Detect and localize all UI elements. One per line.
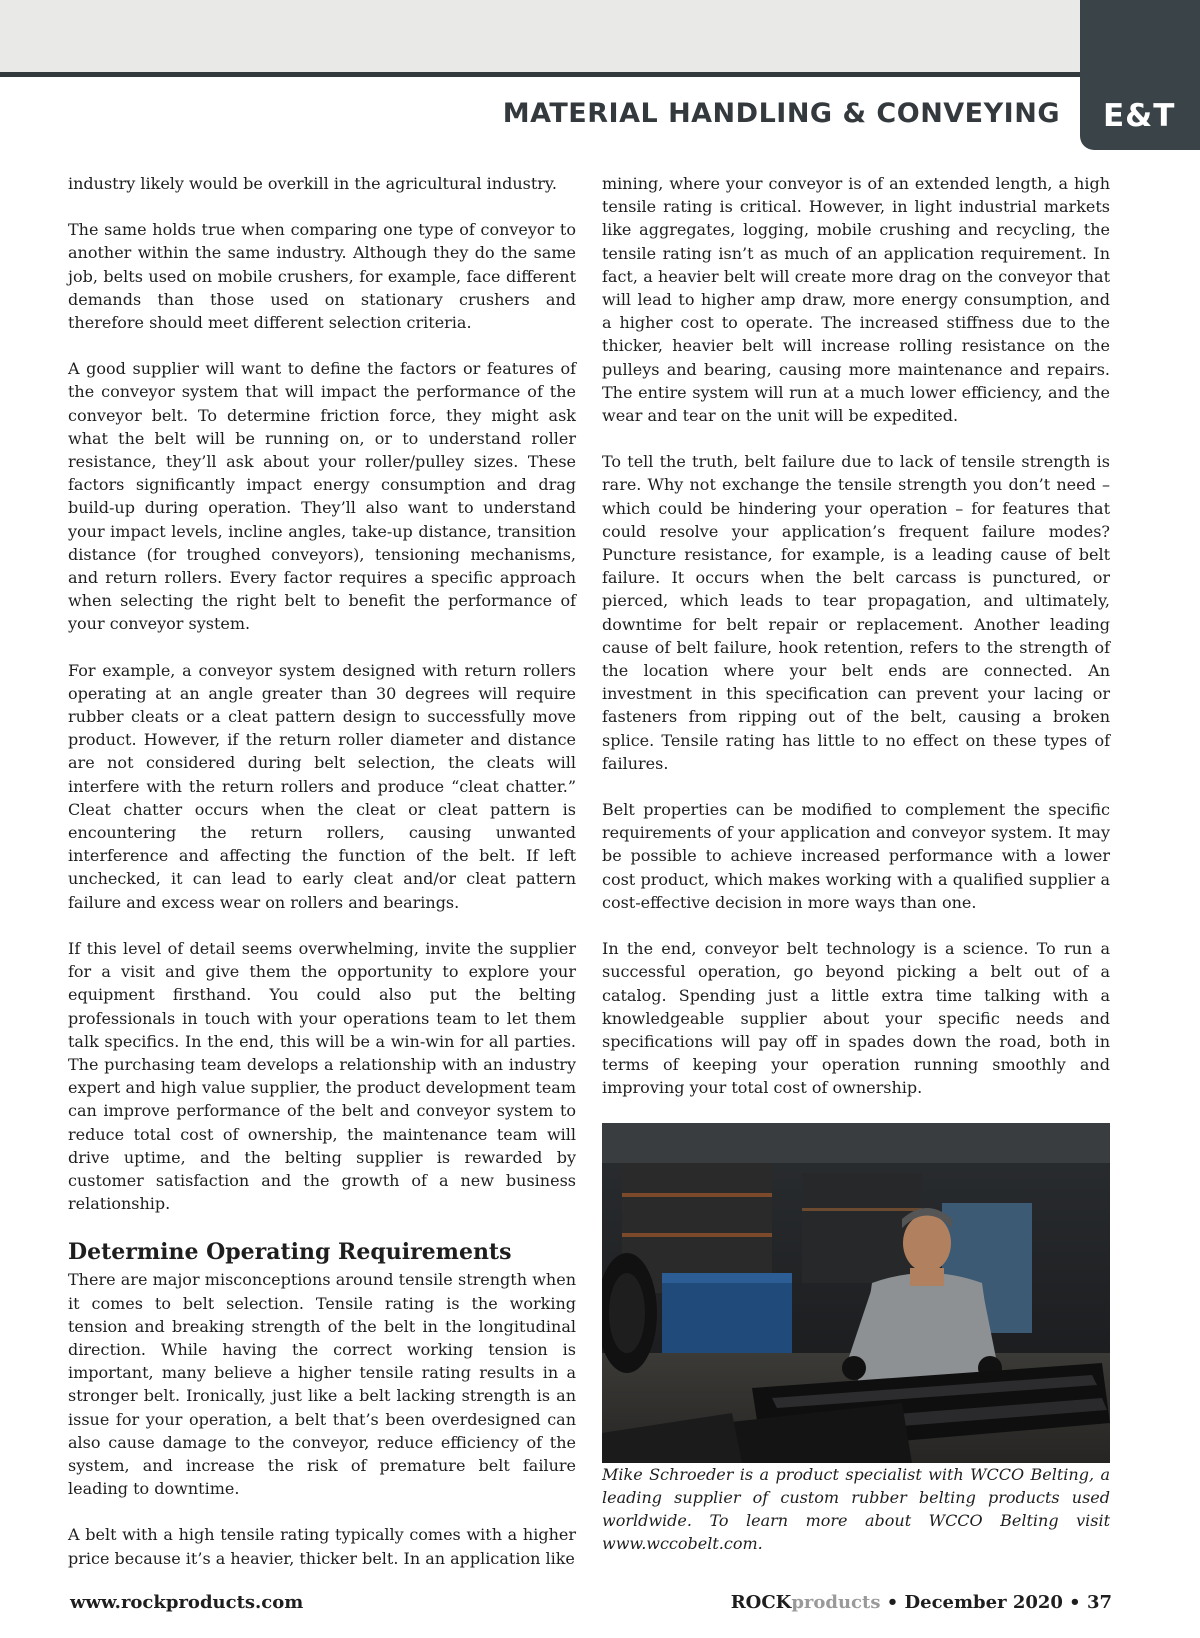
footer-website[interactable]: www.rockproducts.com bbox=[70, 1592, 304, 1613]
article-column-right bbox=[602, 172, 1110, 1578]
paragraph: There are major misconceptions around tensile strength when it comes to belt selection. Tensile rating is the working tension and breaking strength of the belt in the longitudinal direction. While having the correct working tension is important, many believe a higher tensile rating results in a stronger belt. Ironically, just like a belt lacking strength is an issue for your operation, a belt that’s been overdesigned can also cause damage to the conveyor, reduce efficiency of the system, and increase the risk of premature belt failure leading to downtime. bbox=[68, 1270, 576, 1499]
issue-and-page: • December 2020 • 37 bbox=[880, 1592, 1112, 1613]
paragraph: If this level of detail seems overwhelming, invite the supplier for a visit and give them the opportunity to explore your equipment firsthand. You could also put the belting professionals in touch with your operations team to let them talk specifics. In the end, this will be a win-win for all parties. The purchasing team develops a relationship with an industry expert and high value supplier, the product development team can improve performance of the belt and conveyor system to reduce total cost of ownership, the maintenance team will drive uptime, and the belting supplier is rewarded by customer satisfaction and the growth of a new business relationship. bbox=[68, 938, 576, 1214]
paragraph: For example, a conveyor system designed with return rollers operating at an angle greater than 30 degrees will require rubber cleats or a cleat pattern design to successfully move product. However, if the return roller diameter and distance are not considered during belt selection, the cleats will interfere with the return rollers and produce “cleat chatter.” Cleat chatter occurs when the cleat or cleat pattern is encountering the return rollers, causing unwanted interference and affecting the function of the belt. If left unchecked, it can lead to early cleat and/or cleat pattern failure and excess wear on rollers and bearings. bbox=[68, 660, 576, 912]
header-band bbox=[0, 0, 1080, 72]
paragraph: A belt with a high tensile rating typically comes with a higher price because it’s a heavier, thicker belt. In an application like bbox=[68, 1525, 576, 1568]
paragraph: mining, where your conveyor is of an extended length, a high tensile rating is critical. However, in light industrial markets like aggregates, logging, mobile crushing and recycling, the tensile rating isn’t as much of an application requirement. In fact, a heavier belt will create more drag on the conveyor that will lead to higher amp draw, more energy consumption, and a higher cost to operate. The increased stiffness due to the thicker, heavier belt will increase rolling resistance on the pulleys and bearing, causing more maintenance and repairs. The entire system will run at a much lower efficiency, and the wear and tear on the unit will be expedited. bbox=[602, 174, 1110, 426]
subheading: Determine Operating Requirements bbox=[68, 1239, 512, 1266]
author-photo bbox=[602, 1123, 1110, 1463]
article-column-left bbox=[68, 172, 576, 1593]
footer-folio bbox=[731, 1592, 1112, 1613]
paragraph: A good supplier will want to define the factors or features of the conveyor system that will impact the performance of the conveyor belt. To determine friction force, they might ask what the belt will be running on, or to understand roller resistance, they’ll ask about your roller/pulley sizes. These factors significantly impact energy consumption and drag build-up during operation. They’ll also want to understand your impact levels, incline angles, take-up distance, transition distance (for troughed conveyors), tensioning mechanisms, and return rollers. Every factor requires a specific approach when selecting the right belt to benefit the performance of your conveyor system. bbox=[68, 359, 576, 634]
magazine-name-bold: ROCK bbox=[730, 1592, 792, 1613]
paragraph: In the end, conveyor belt technology is a science. To run a successful operation, go beyond picking a belt out of a catalog. Spending just a little extra time talking with a knowledgeable supplier about your specific needs and specifications will pay off in spades down the road, both in terms of keeping your operation running smoothly and improving your total cost of ownership. bbox=[602, 939, 1110, 1098]
paragraph: Belt properties can be modified to complement the specific requirements of your application and conveyor system. It may be possible to achieve increased performance with a lower cost product, which makes working with a qualified supplier a cost-effective decision in more ways than one. bbox=[602, 800, 1110, 912]
photo-caption: Mike Schroeder is a product specialist with WCCO Belting, a leading supplier of custom rubber belting products used worldwide. To learn more about WCCO Belting visit www.wccobelt.com. bbox=[602, 1464, 1110, 1554]
paragraph: The same holds true when comparing one type of conveyor to another within the same industry. Although they do the same job, belts used on mobile crushers, for example, face different demands than those used on stationary crushers and therefore should meet different selection criteria. bbox=[68, 220, 576, 333]
magazine-name-light: products bbox=[791, 1592, 881, 1613]
paragraph: industry likely would be overkill in the agricultural industry. bbox=[68, 174, 557, 193]
paragraph: To tell the truth, belt failure due to lack of tensile strength is rare. Why not exchange the tensile strength you don’t need – which could be hindering your operation – for features that could resolve your application’s frequent failure modes? Puncture resistance, for example, is a leading cause of belt failure. It occurs when the belt carcass is punctured, or pierced, which leads to tear propagation, and ultimately, downtime for belt repair or replacement. Another leading cause of belt failure, hook retention, refers to the strength of the location where your belt ends are connected. An investment in this specification can prevent your lacing or fasteners from ripping out of the belt, causing a broken splice. Tensile rating has little to no effect on these types of failures. bbox=[602, 452, 1110, 773]
header-rule bbox=[0, 72, 1090, 77]
section-tab-label: E&T bbox=[1103, 98, 1176, 134]
section-title: MATERIAL HANDLING & CONVEYING bbox=[502, 98, 1060, 129]
